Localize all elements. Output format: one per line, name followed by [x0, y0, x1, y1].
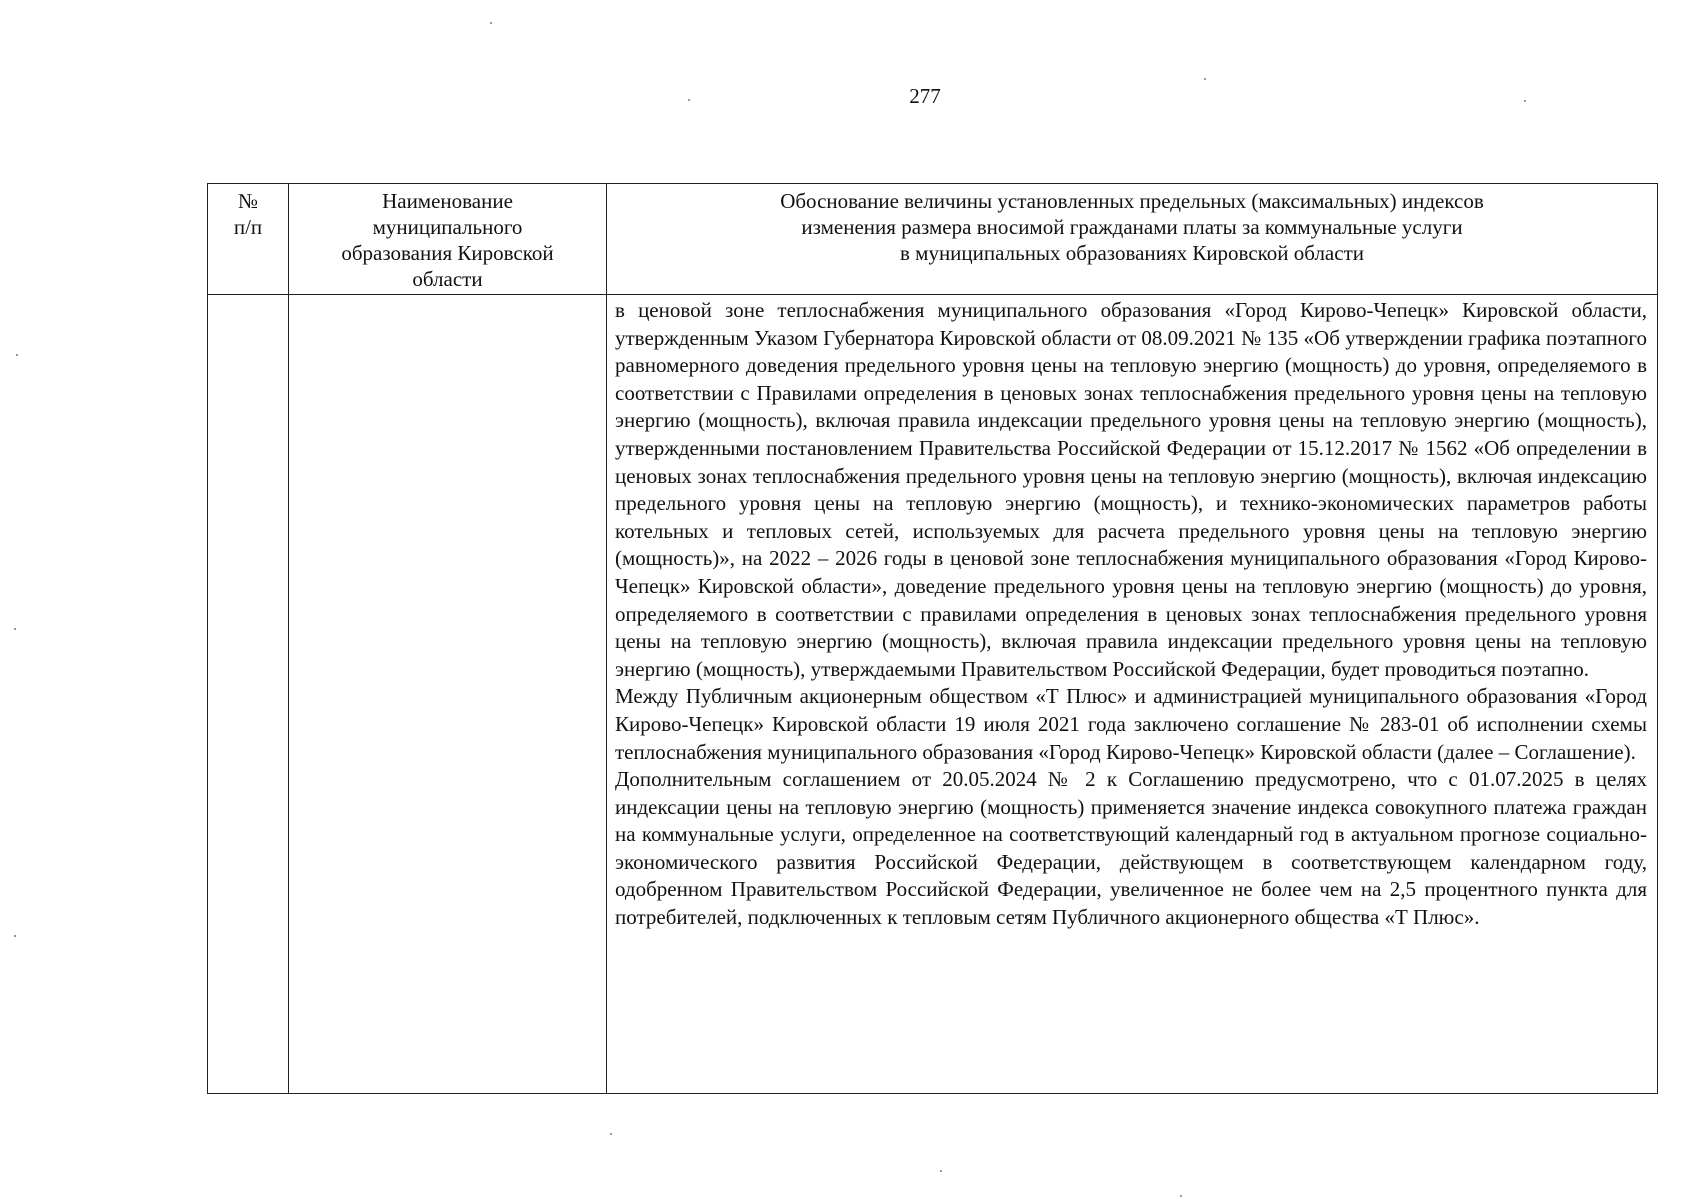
header-justification-line: в муниципальных образованиях Кировской области — [899, 241, 1364, 265]
justification-paragraph: в ценовой зоне теплоснабжения муниципального образования «Город Кирово-Чепецк» Кировской области, утвержденным Указом Губернатора Кировской области от 08.09.2021 № 135 «Об утверждении графика поэтапного равномерного доведения предельного уровня цены на тепловую энергию (мощность) до уровня, определяемого в соответствии с Правилами определения в ценовых зонах теплоснабжения предельного уровня цены на тепловую энергию (мощность), включая правила индексации предельного уровня цены на тепловую энергию (мощность), утвержденными постановлением Правительства Российской Федерации от 15.12.2017 № 1562 «Об определении в ценовых зонах теплоснабжения предельного уровня цены на тепловую энергию (мощность), включая индексацию предельного уровня цены на тепловую энергию (мощность), и технико-экономических параметров работы котельных и тепловых сетей, используемых для расчета предельного уровня цены на тепловую энергию (мощность)», на 2022 – 2026 годы в ценовой зоне теплоснабжения муниципального образования «Город Кирово-Чепецк» Кировской области», доведение предельного уровня цены на тепловую энергию (мощность) до уровня, определяемого в соответствии с правилами определения в ценовых зонах теплоснабжения предельного уровня цены на тепловую энергию (мощность), включая правила индексации предельного уровня цены на тепловую энергию (мощность), утверждаемыми Правительством Российской Федерации, будет проводиться поэтапно. — [615, 298, 1647, 681]
scan-speck — [14, 935, 16, 937]
header-name-line: области — [412, 267, 483, 291]
header-justification-line: Обоснование величины установленных предельных (максимальных) индексов — [780, 189, 1484, 213]
header-justification-line: изменения размера вносимой гражданами платы за коммунальные услуги — [801, 215, 1463, 239]
justification-paragraph: Дополнительным соглашением от 20.05.2024 № 2 к Соглашению предусмотрено, что с 01.07.2025 в целях индексации цены на тепловую энергию (мощность) применяется значение индекса совокупного платежа граждан на коммунальные услуги, определенное на соответствующий календарный год в актуальном прогнозе социально-экономического развития Российской Федерации, действующем в соответствующем календарном году, одобренном Правительством Российской Федерации, увеличенное не более чем на 2,5 процентного пункта для потребителей, подключенных к тепловым сетям Публичного акционерного общества «Т Плюс». — [615, 767, 1647, 930]
header-number-line: № — [237, 189, 259, 213]
header-name-line: Наименование — [382, 189, 513, 213]
justification-table — [207, 183, 1658, 1094]
scan-speck — [490, 22, 492, 24]
header-justification — [607, 184, 1658, 295]
page-number: 277 — [909, 84, 941, 108]
scan-speck — [940, 1170, 942, 1172]
scan-speck — [1524, 100, 1526, 102]
cell-number — [208, 295, 289, 1094]
scan-speck — [688, 99, 690, 101]
scan-speck — [14, 628, 16, 630]
justification-paragraph: Между Публичным акционерным обществом «Т Плюс» и администрацией муниципального образования «Город Кирово-Чепецк» Кировской области 19 июля 2021 года заключено соглашение № 283-01 об исполнении схемы теплоснабжения муниципального образования «Город Кирово-Чепецк» Кировской области (далее – Соглашение). — [615, 684, 1647, 764]
header-name-line: муниципального — [372, 215, 523, 239]
scan-speck — [1180, 1195, 1182, 1197]
header-number-line: п/п — [233, 215, 263, 239]
cell-justification — [607, 295, 1658, 1094]
scan-speck — [1204, 78, 1206, 80]
scan-speck — [16, 354, 18, 356]
header-number — [208, 184, 289, 295]
header-municipality-name — [289, 184, 607, 295]
scan-speck — [610, 1133, 612, 1135]
table-row — [208, 295, 1658, 1094]
header-name-line: образования Кировской — [341, 241, 554, 265]
cell-municipality-name — [289, 295, 607, 1094]
table-header-row — [208, 184, 1658, 295]
